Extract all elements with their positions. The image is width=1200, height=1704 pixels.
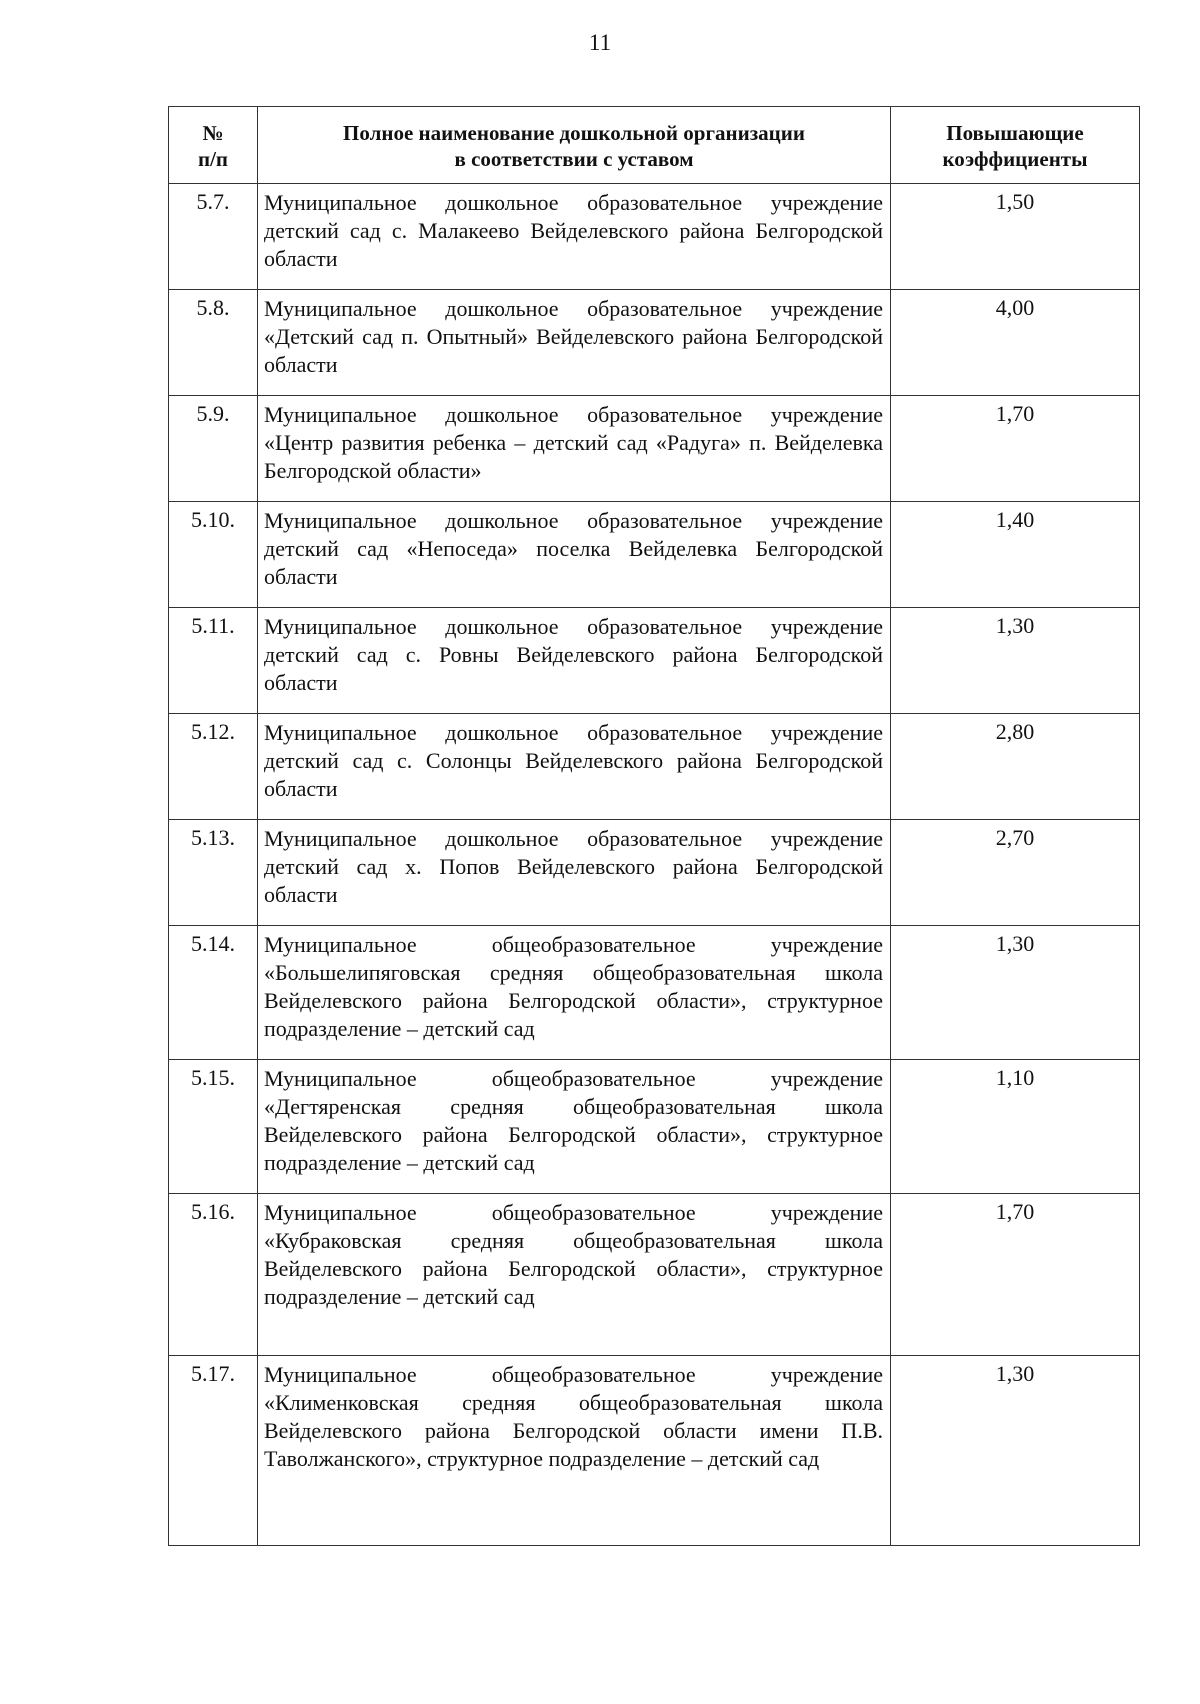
table-header-row bbox=[169, 107, 1140, 184]
table-row bbox=[169, 184, 1140, 290]
coefficient-value: 2,80 bbox=[891, 714, 1140, 820]
coefficient-value: 1,10 bbox=[891, 1060, 1140, 1194]
coefficient-value: 1,30 bbox=[891, 1356, 1140, 1546]
row-number: 5.12. bbox=[169, 714, 258, 820]
organization-name: Муниципальное дошкольное образовательное учреждение детский сад х. Попов Вейделевского района Белгородской области bbox=[258, 820, 891, 926]
header-name-line1: Полное наименование дошкольной организации bbox=[343, 121, 805, 145]
coefficient-value: 1,30 bbox=[891, 608, 1140, 714]
table-row bbox=[169, 1356, 1140, 1546]
coefficient-value: 1,70 bbox=[891, 1194, 1140, 1356]
row-number: 5.8. bbox=[169, 290, 258, 396]
table-row bbox=[169, 820, 1140, 926]
table-row bbox=[169, 502, 1140, 608]
coefficient-value: 1,30 bbox=[891, 926, 1140, 1060]
organization-name: Муниципальное дошкольное образовательное учреждение «Центр развития ребенка – детский сад «Радуга» п. Вейделевка Белгородской области» bbox=[258, 396, 891, 502]
table-row bbox=[169, 608, 1140, 714]
organization-name: Муниципальное дошкольное образовательное учреждение «Детский сад п. Опытный» Вейделевского района Белгородской области bbox=[258, 290, 891, 396]
coefficient-value: 1,50 bbox=[891, 184, 1140, 290]
row-number: 5.10. bbox=[169, 502, 258, 608]
coefficient-value: 1,70 bbox=[891, 396, 1140, 502]
row-number: 5.9. bbox=[169, 396, 258, 502]
organization-name: Муниципальное общеобразовательное учреждение «Большелипяговская средняя общеобразовательная школа Вейделевского района Белгородской области», структурное подразделение – детский сад bbox=[258, 926, 891, 1060]
organization-name: Муниципальное общеобразовательное учреждение «Кубраковская средняя общеобразовательная школа Вейделевского района Белгородской области», структурное подразделение – детский сад bbox=[258, 1194, 891, 1356]
row-number: 5.7. bbox=[169, 184, 258, 290]
header-coefficient bbox=[891, 107, 1140, 184]
row-number: 5.11. bbox=[169, 608, 258, 714]
coefficient-value: 2,70 bbox=[891, 820, 1140, 926]
organization-name: Муниципальное дошкольное образовательное учреждение детский сад с. Солонцы Вейделевского района Белгородской области bbox=[258, 714, 891, 820]
row-number: 5.17. bbox=[169, 1356, 258, 1546]
coefficient-value: 4,00 bbox=[891, 290, 1140, 396]
organization-name: Муниципальное дошкольное образовательное учреждение детский сад с. Ровны Вейделевского района Белгородской области bbox=[258, 608, 891, 714]
page-number: 11 bbox=[588, 30, 612, 55]
organization-name: Муниципальное общеобразовательное учреждение «Клименковская средняя общеобразовательная школа Вейделевского района Белгородской области имени П.В. Таволжанского», структурное подразделение – детский сад bbox=[258, 1356, 891, 1546]
header-number-line2: п/п bbox=[197, 147, 229, 171]
table-row bbox=[169, 1194, 1140, 1356]
header-name bbox=[258, 107, 891, 184]
row-number: 5.13. bbox=[169, 820, 258, 926]
organization-name: Муниципальное дошкольное образовательное учреждение детский сад с. Малакеево Вейделевского района Белгородской области bbox=[258, 184, 891, 290]
header-coef-line2: коэффициенты bbox=[942, 147, 1088, 171]
header-coef-line1: Повышающие bbox=[946, 121, 1084, 145]
coefficients-table bbox=[168, 106, 1140, 1546]
table-row bbox=[169, 396, 1140, 502]
header-number bbox=[169, 107, 258, 184]
table-row bbox=[169, 290, 1140, 396]
table-row bbox=[169, 926, 1140, 1060]
organization-name: Муниципальное общеобразовательное учреждение «Дегтяренская средняя общеобразовательная школа Вейделевского района Белгородской области», структурное подразделение – детский сад bbox=[258, 1060, 891, 1194]
header-name-line2: в соответствии с уставом bbox=[454, 147, 694, 171]
table-row bbox=[169, 714, 1140, 820]
header-number-line1: № bbox=[202, 121, 224, 145]
row-number: 5.15. bbox=[169, 1060, 258, 1194]
row-number: 5.16. bbox=[169, 1194, 258, 1356]
coefficient-value: 1,40 bbox=[891, 502, 1140, 608]
row-number: 5.14. bbox=[169, 926, 258, 1060]
organization-name: Муниципальное дошкольное образовательное учреждение детский сад «Непоседа» поселка Вейделевка Белгородской области bbox=[258, 502, 891, 608]
table-row bbox=[169, 1060, 1140, 1194]
